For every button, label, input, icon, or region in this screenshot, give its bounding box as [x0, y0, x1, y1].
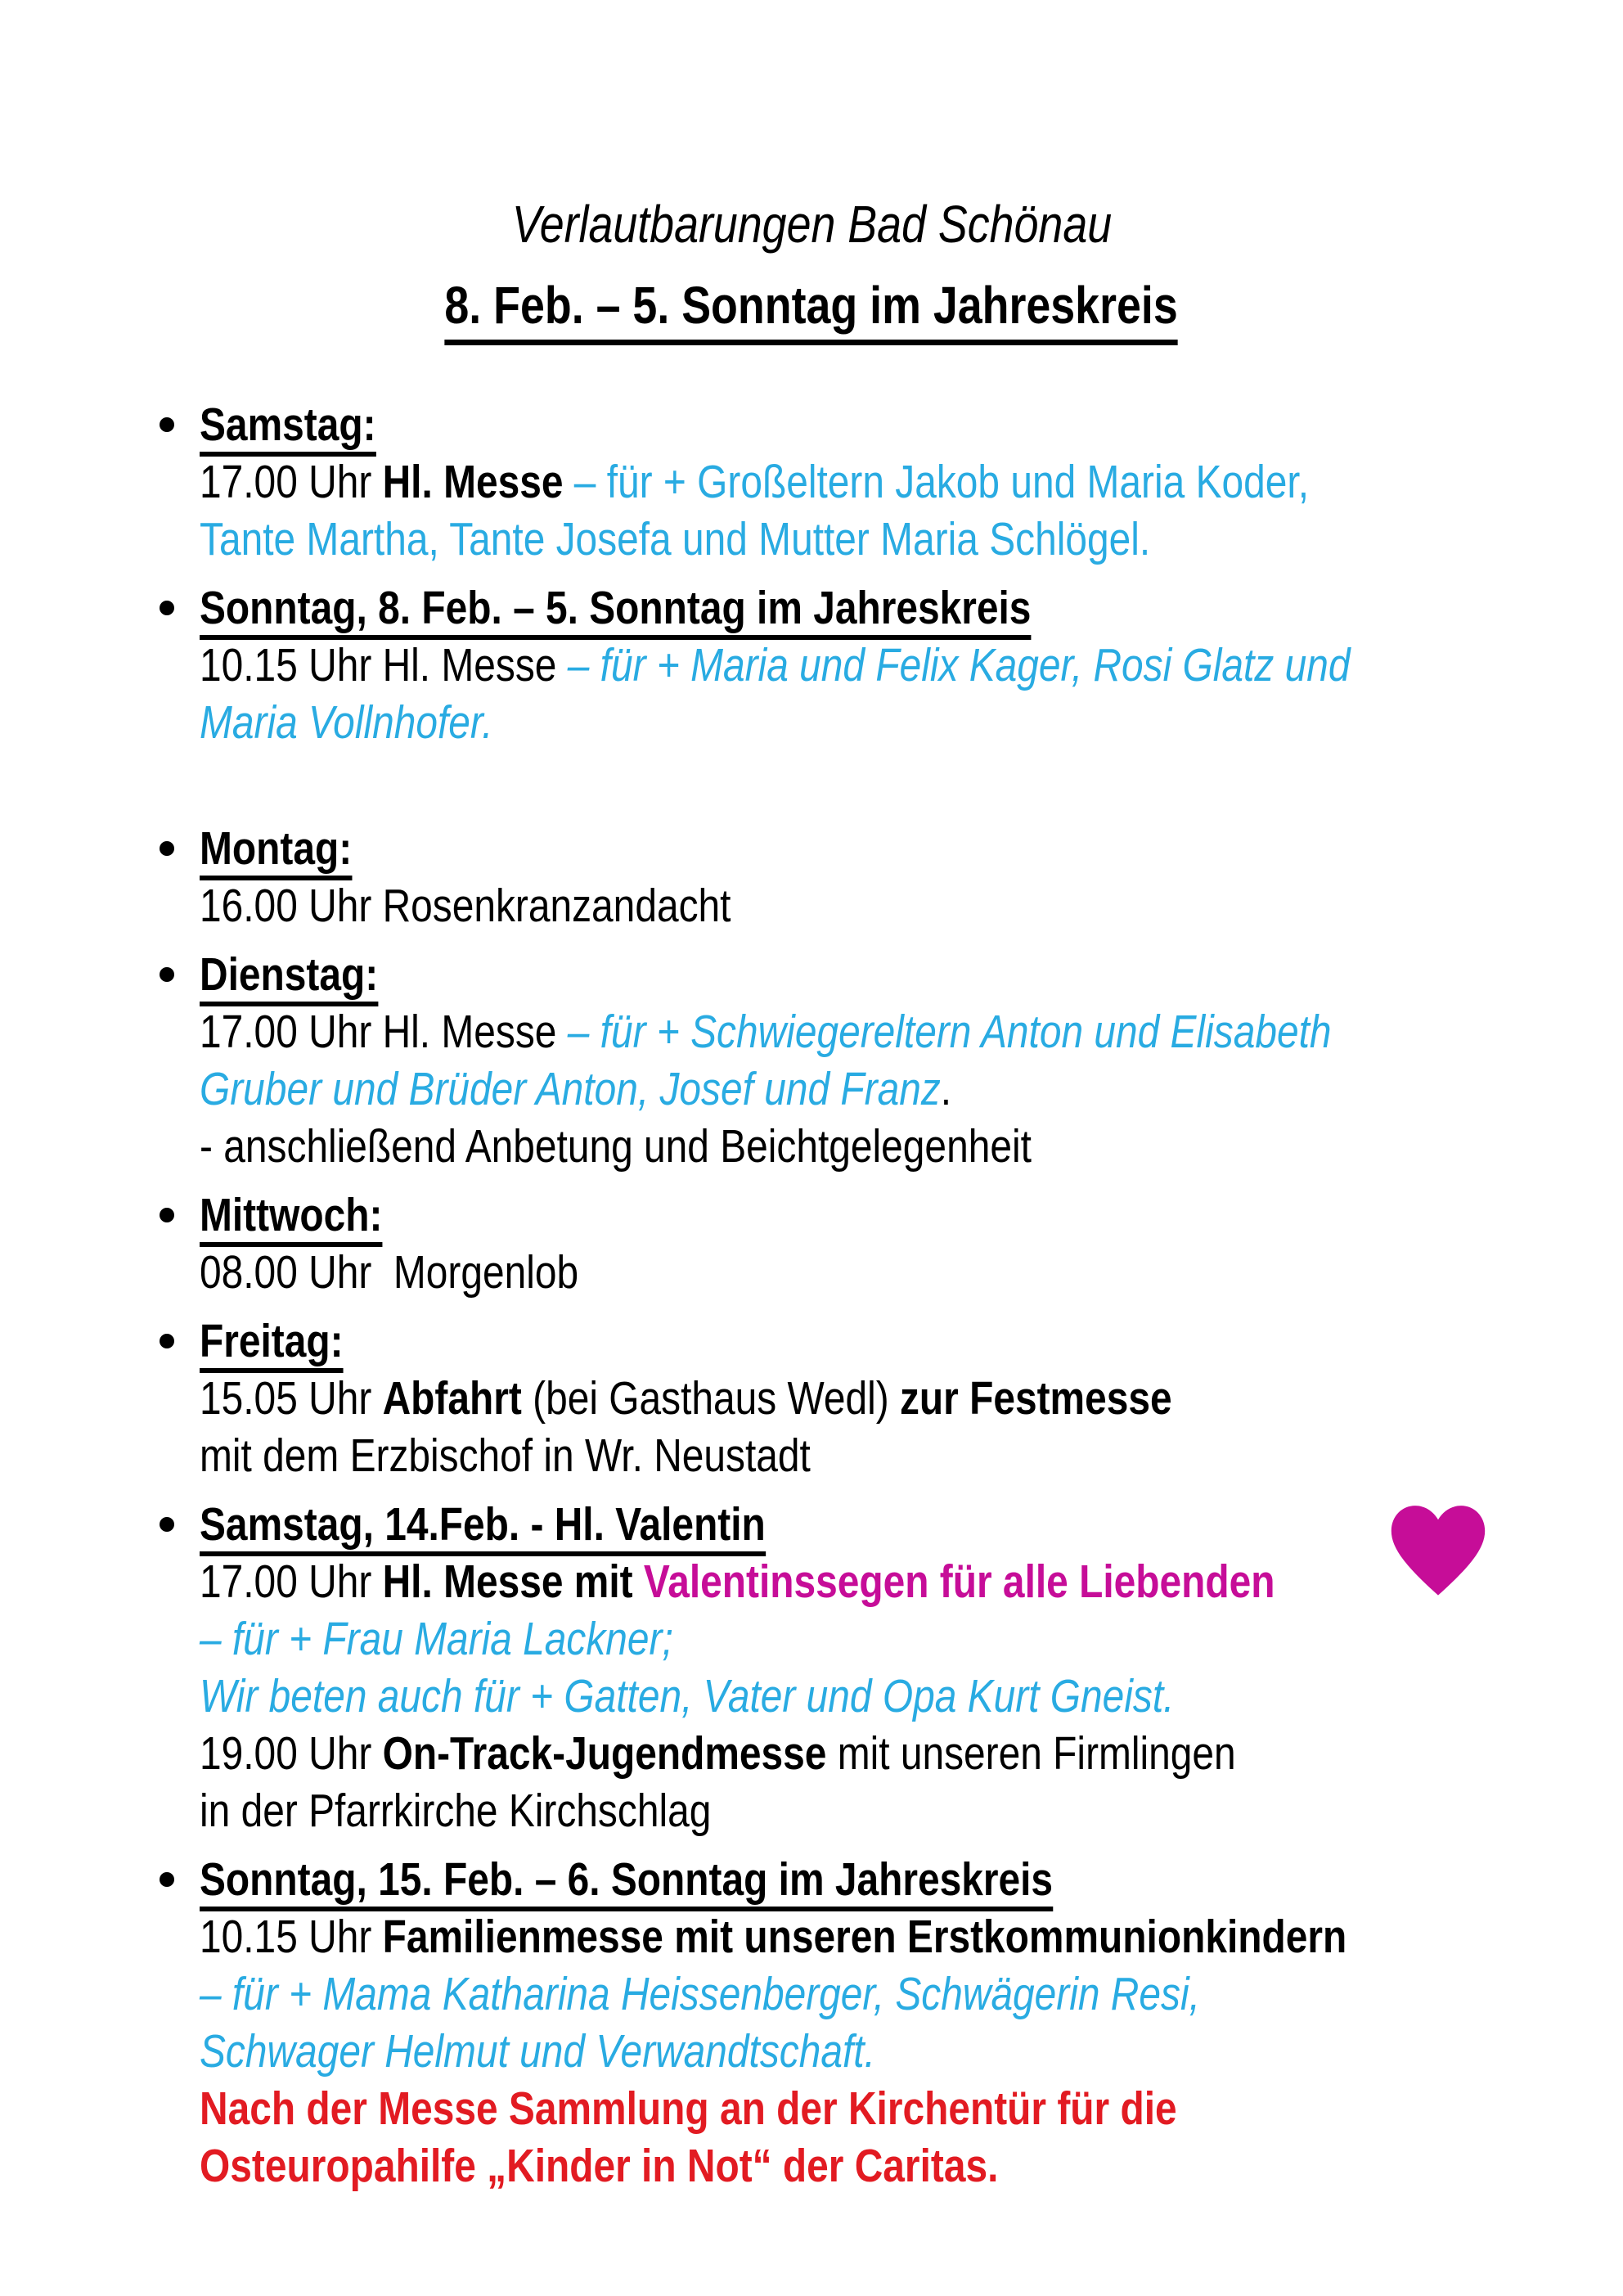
schedule-line — [160, 1244, 1623, 1301]
text-segment: Gruber und Brüder Anton, Josef und Franz — [200, 1063, 941, 1115]
text-segment: Maria Vollnhofer. — [200, 696, 493, 749]
schedule-item — [160, 1186, 1623, 1301]
text-segment: 10.15 Uhr Hl. Messe — [200, 639, 568, 691]
page-subtitle-text: 8. Feb. – 5. Sonntag im Jahreskreis — [445, 275, 1178, 345]
schedule-line — [160, 1060, 1623, 1118]
text-segment: - anschließend Anbetung und Beichtgelegenheit — [200, 1120, 1032, 1173]
text-segment: 17.00 Uhr — [200, 1555, 383, 1608]
page-title — [0, 0, 1623, 257]
text-segment: Hl. Messe mit — [382, 1555, 644, 1608]
day-heading-line — [160, 396, 1623, 453]
schedule-line — [160, 511, 1623, 568]
schedule-line — [160, 694, 1623, 751]
schedule-line — [160, 2080, 1623, 2137]
text-segment: zur Festmesse — [899, 1372, 1172, 1425]
day-heading: Samstag, 14.Feb. - Hl. Valentin — [200, 1498, 766, 1556]
schedule-line — [160, 1782, 1623, 1839]
heart-icon — [1384, 1500, 1492, 1599]
text-segment: On-Track-Jugendmesse — [382, 1727, 827, 1780]
schedule-list — [0, 396, 1623, 2195]
bullet-icon — [160, 417, 174, 432]
schedule-line — [160, 1965, 1623, 2023]
text-segment: 17.00 Uhr — [200, 456, 383, 508]
bullet-icon — [160, 1334, 174, 1348]
schedule-line — [160, 1118, 1623, 1175]
bullet-icon — [160, 841, 174, 856]
text-segment: . — [940, 1063, 952, 1115]
schedule-line — [160, 1725, 1623, 1782]
text-segment: 08.00 Uhr Morgenlob — [200, 1246, 579, 1299]
day-heading-line — [160, 1312, 1623, 1370]
schedule-line — [160, 1908, 1623, 1965]
schedule-item — [160, 820, 1623, 934]
text-segment: Schwager Helmut und Verwandtschaft. — [200, 2025, 875, 2078]
text-segment: Nach der Messe Sammlung an der Kirchentür für die — [200, 2082, 1177, 2135]
bullet-icon — [160, 1208, 174, 1222]
text-segment: 17.00 Uhr Hl. Messe — [200, 1006, 568, 1058]
text-segment: Wir beten auch für + Gatten, Vater und Opa Kurt Gneist. — [200, 1670, 1175, 1722]
header — [0, 0, 1623, 345]
schedule-line — [160, 453, 1623, 511]
schedule-item — [160, 1312, 1623, 1484]
bullet-icon — [160, 1872, 174, 1887]
schedule-line — [160, 1003, 1623, 1060]
page-subtitle — [0, 275, 1623, 345]
schedule-line — [160, 1668, 1623, 1725]
day-heading-line — [160, 820, 1623, 877]
text-segment: 16.00 Uhr Rosenkranzandacht — [200, 880, 731, 932]
text-segment: Hl. Messe — [382, 456, 574, 508]
text-segment: Familienmesse mit unseren Erstkommunionkindern — [382, 1911, 1347, 1963]
schedule-line — [160, 1610, 1623, 1668]
schedule-line — [160, 2023, 1623, 2080]
text-segment: Valentinssegen für alle Liebenden — [643, 1555, 1275, 1608]
text-segment: 19.00 Uhr — [200, 1727, 383, 1780]
schedule-item — [160, 396, 1623, 568]
page-title-text: Verlautbarungen Bad Schönau — [511, 195, 1112, 254]
text-segment: – für + Mama Katharina Heissenberger, Schwägerin Resi, — [200, 1968, 1200, 2020]
text-segment: Tante Martha, Tante Josefa und Mutter Maria Schlögel. — [200, 513, 1151, 565]
text-segment: – für + Maria und Felix Kager, Rosi Glatz und — [567, 639, 1351, 691]
text-segment: – für + Großeltern Jakob und Maria Koder, — [573, 456, 1309, 508]
text-segment: – für + Frau Maria Lackner; — [200, 1613, 673, 1665]
text-segment: in der Pfarrkirche Kirchschlag — [200, 1785, 712, 1837]
day-heading: Mittwoch: — [200, 1189, 382, 1247]
schedule-line — [160, 1370, 1623, 1427]
day-heading: Montag: — [200, 822, 352, 880]
day-heading-line — [160, 946, 1623, 1003]
bullet-icon — [160, 1517, 174, 1532]
day-heading-line — [160, 1186, 1623, 1244]
text-segment: Osteuropahilfe „Kinder in Not“ der Caritas. — [200, 2140, 999, 2192]
day-heading: Freitag: — [200, 1315, 344, 1373]
bullet-icon — [160, 967, 174, 982]
text-segment: – für + Schwiegereltern Anton und Elisabeth — [567, 1006, 1332, 1058]
day-heading-line — [160, 1851, 1623, 1908]
schedule-line — [160, 877, 1623, 934]
schedule-item — [160, 579, 1623, 751]
day-heading: Samstag: — [200, 398, 376, 457]
text-segment: (bei Gasthaus Wedl) — [521, 1372, 900, 1425]
schedule-line — [160, 1427, 1623, 1484]
text-segment: mit unseren Firmlingen — [826, 1727, 1236, 1780]
day-heading: Sonntag, 15. Feb. – 6. Sonntag im Jahreskreis — [200, 1853, 1053, 1911]
schedule-line — [160, 2137, 1623, 2195]
text-segment: Abfahrt — [382, 1372, 522, 1425]
day-heading-line — [160, 579, 1623, 637]
day-heading: Sonntag, 8. Feb. – 5. Sonntag im Jahreskreis — [200, 582, 1031, 640]
schedule-item — [160, 946, 1623, 1175]
schedule-line — [160, 637, 1623, 694]
day-heading: Dienstag: — [200, 948, 378, 1006]
schedule-item — [160, 1851, 1623, 2195]
text-segment: 10.15 Uhr — [200, 1911, 383, 1963]
bullet-icon — [160, 601, 174, 615]
text-segment: 15.05 Uhr — [200, 1372, 383, 1425]
text-segment: mit dem Erzbischof in Wr. Neustadt — [200, 1429, 811, 1482]
